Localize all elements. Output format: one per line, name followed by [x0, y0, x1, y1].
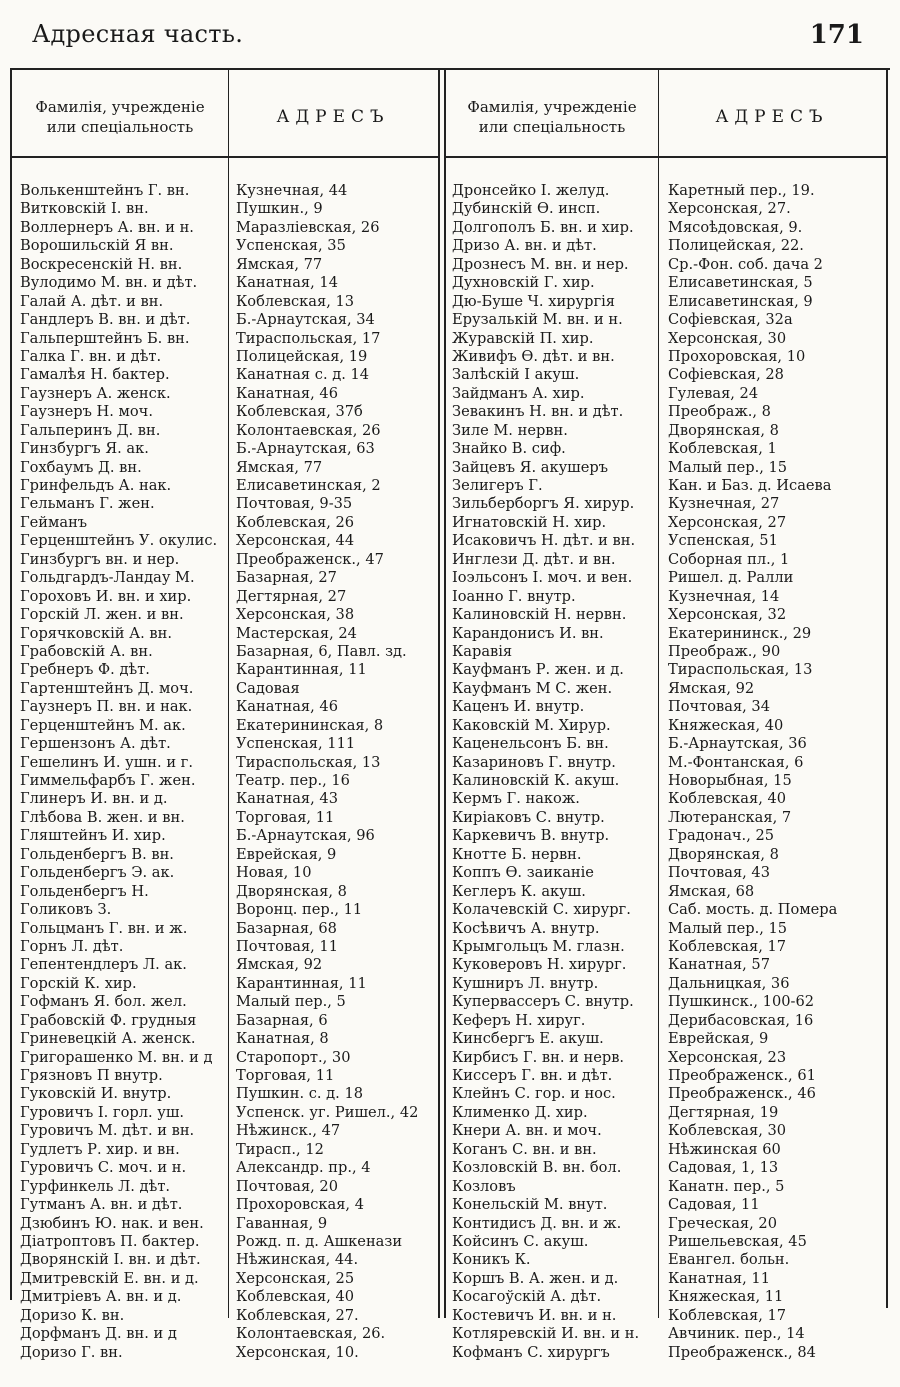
- entry-address: Дальницкая, 36: [668, 974, 790, 992]
- entry-name: Киріаковъ С. внутр.: [452, 808, 605, 826]
- entry-name: Доризо Г. вн.: [20, 1343, 123, 1361]
- entry-address: М.-Фонтанская, 6: [668, 753, 804, 771]
- entry-address: Карантинная, 11: [236, 974, 367, 992]
- entry-name: Кеферъ Н. хируг.: [452, 1011, 586, 1029]
- entry-name: Гаузнеръ Н. моч.: [20, 403, 153, 421]
- entry-address: Мастерская, 24: [236, 624, 357, 642]
- entry-name: Журавскій П. хир.: [452, 329, 594, 347]
- entry-address: Ришельевская, 45: [668, 1232, 807, 1250]
- entry-name: Каценъ И. внутр.: [452, 698, 585, 716]
- entry-address: Ямская, 68: [668, 882, 755, 900]
- entry-address: Елисаветинская, 2: [236, 477, 381, 494]
- entry-address: Херсонская, 23: [668, 1048, 787, 1066]
- entry-name: Кеглеръ К. акуш.: [452, 882, 586, 900]
- entry-name: Гершензонъ А. дѣт.: [20, 735, 171, 753]
- entry-name: Дубинскій Ѳ. инсп.: [452, 200, 601, 218]
- entry-name: Кауфманъ Р. жен. и д.: [452, 661, 624, 679]
- entry-address: Почтовая, 11: [236, 937, 338, 955]
- entry-address: Малый пер., 15: [668, 919, 788, 937]
- entry-name: Гуровичъ М. дѣт. и вн.: [20, 1122, 195, 1140]
- entry-name: Воскресенскій Н. вн.: [20, 255, 183, 273]
- entry-address: Екатерининская, 8: [236, 716, 384, 734]
- entry-name: Гинзбургъ вн. и нер.: [20, 550, 180, 568]
- right-address-heading: АДРЕСЪ: [715, 107, 829, 127]
- entry-address: Преображенск., 61: [668, 1067, 816, 1084]
- entry-name: Ерузалькій М. вн. и н.: [452, 311, 623, 329]
- entry-address: Лютеранская, 7: [668, 808, 792, 826]
- entry-address: Колонтаевская, 26.: [236, 1325, 386, 1343]
- entry-address: Полицейская, 19: [236, 347, 368, 365]
- entry-name: Гиммельфарбъ Г. жен.: [20, 772, 196, 789]
- entry-name: Конельскій М. внут.: [452, 1196, 608, 1214]
- right-addresses-column: [668, 182, 878, 1362]
- entry-address: Гулевая, 24: [668, 384, 759, 402]
- entry-address: Торговая, 11: [236, 808, 335, 826]
- entry-address: Херсонская, 38: [236, 606, 355, 624]
- entry-name: Коппъ Ѳ. заиканіе: [452, 864, 594, 882]
- entry-address: Авчиник. пер., 14: [668, 1325, 805, 1343]
- entry-address: Гаванная, 9: [236, 1214, 328, 1232]
- entry-address: Почтовая, 9-35: [236, 495, 353, 513]
- entry-name: Гутманъ А. вн. и дѣт.: [20, 1196, 183, 1214]
- entry-name: Гуровичъ С. моч. и н.: [20, 1159, 187, 1177]
- entry-address: Софіевская, 32а: [668, 311, 793, 329]
- entry-name: Галка Г. вн. и дѣт.: [20, 347, 162, 365]
- entry-name: Горскій Л. жен. и вн.: [20, 606, 184, 624]
- entry-name: Гудлетъ Р. хир. и вн.: [20, 1140, 180, 1158]
- entry-address: Успенская, 111: [236, 735, 356, 753]
- entry-name: Гепентендлеръ Л. ак.: [20, 956, 187, 974]
- entry-address: Елисаветинская, 9: [668, 292, 813, 310]
- entry-address: Б.-Арнаутская, 36: [668, 735, 807, 753]
- entry-address: Полицейская, 22.: [668, 237, 804, 255]
- page-number: 171: [809, 20, 864, 50]
- entry-name: Глинеръ И. вн. и д.: [20, 790, 168, 808]
- entry-name: Игнатовскій Н. хир.: [452, 513, 607, 531]
- entry-address: Новорыбная, 15: [668, 772, 792, 789]
- entry-address: Новая, 10: [236, 864, 312, 882]
- entry-address: Ямская, 92: [668, 679, 755, 697]
- entry-name: Герценштейнъ М. ак.: [20, 716, 186, 734]
- entry-address: Успенская, 51: [668, 532, 778, 550]
- entry-name: Гаузнеръ П. вн. и нак.: [20, 698, 193, 716]
- entry-name: Гаузнеръ А. женск.: [20, 384, 171, 402]
- entry-address: Преображенск., 47: [236, 550, 384, 568]
- entry-address: Пушкин., 9: [236, 200, 323, 218]
- entry-name: Гриневецкій А. женск.: [20, 1030, 196, 1048]
- entry-name: Инглези Д. дѣт. и вн.: [452, 550, 616, 568]
- entry-name: Котляревскій И. вн. и н.: [452, 1325, 640, 1343]
- entry-name: Кирбисъ Г. вн. и нерв.: [452, 1048, 625, 1066]
- entry-name: Гейманъ: [20, 513, 88, 531]
- entry-name: Іоэльсонъ I. моч. и вен.: [452, 569, 633, 587]
- entry-name: Карандонисъ И. вн.: [452, 624, 604, 642]
- entry-name: Коникъ К.: [452, 1251, 531, 1269]
- entry-address: Театр. пер., 16: [236, 772, 350, 789]
- left-addresses-column: [236, 182, 442, 1362]
- entry-name: Коганъ С. вн. и вн.: [452, 1140, 597, 1158]
- entry-address: Ришел. д. Ралли: [668, 569, 794, 587]
- entry-name: Дмитріевъ А. вн. и д.: [20, 1288, 182, 1306]
- entry-address: Ямская, 92: [236, 956, 323, 974]
- right-names-column: [452, 182, 664, 1362]
- entry-address: Б.-Арнаутская, 34: [236, 311, 375, 329]
- entry-name: Каковскій М. Хирур.: [452, 716, 611, 734]
- entry-name: Коршъ В. А. жен. и д.: [452, 1269, 619, 1287]
- entry-name: Галай А. дѣт. и вн.: [20, 292, 164, 310]
- entry-name: Горнъ Л. дѣт.: [20, 937, 124, 955]
- entry-address: Базарная, 68: [236, 919, 337, 937]
- page-header: [0, 0, 900, 60]
- entry-name: Ворошильскій Я вн.: [20, 237, 174, 255]
- entry-address: Канатная, 46: [236, 384, 338, 402]
- entry-address: Рожд. п. д. Ашкенази: [236, 1232, 403, 1250]
- entry-name: Іоанно Г. внутр.: [452, 587, 576, 605]
- entry-name: Діатроптовъ П. бактер.: [20, 1232, 200, 1250]
- entry-address: Дегтярная, 19: [668, 1103, 779, 1121]
- entry-name: Грабовскій Ф. грудныя: [20, 1011, 197, 1029]
- entry-name: Колачевскій С. хирург.: [452, 901, 631, 919]
- entry-address: Прохоровская, 10: [668, 347, 806, 365]
- entry-address: Херсонская, 27: [668, 513, 787, 531]
- entry-name: Кауфманъ М С. жен.: [452, 679, 613, 697]
- entry-name: Гольденбергъ Н.: [20, 882, 149, 900]
- entry-name: Клейнъ С. гор. и нос.: [452, 1085, 616, 1103]
- entry-name: Гольцманъ Г. вн. и ж.: [20, 919, 188, 937]
- entry-address: Успенск. уг. Ришел., 42: [236, 1103, 419, 1121]
- entry-name: Зелигеръ Г.: [452, 477, 543, 494]
- header-bottom-rule-left: [10, 156, 438, 158]
- entry-name: Кермъ Г. накож.: [452, 790, 580, 808]
- entry-address: Евангел. больн.: [668, 1251, 790, 1269]
- entry-name: Калиновскій К. акуш.: [452, 772, 620, 789]
- entry-address: Садовая: [236, 679, 300, 697]
- entry-address: Коблевская, 17: [668, 937, 787, 955]
- entry-address: Саб. мость. д. Помера: [668, 901, 838, 919]
- entry-address: Коблевская, 13: [236, 292, 355, 310]
- entry-address: Коблевская, 17: [668, 1306, 787, 1324]
- entry-address: Б.-Арнаутская, 63: [236, 440, 375, 458]
- entry-name: Гребнеръ Ф. дѣт.: [20, 661, 150, 679]
- entry-address: Ср.-Фон. соб. дача 2: [668, 255, 823, 273]
- entry-address: Нѣжинская 60: [668, 1140, 781, 1158]
- entry-address: Канатная, 43: [236, 790, 338, 808]
- entry-address: Колонтаевская, 26: [236, 421, 381, 439]
- entry-name: Гохбаумъ Д. вн.: [20, 458, 142, 476]
- center-double-rule-b: [444, 68, 446, 1318]
- entry-address: Дегтярная, 27: [236, 587, 347, 605]
- entry-name: Герценштейнъ У. окулис.: [20, 532, 218, 550]
- entry-address: Коблевская, 37б: [236, 403, 363, 421]
- entry-address: Преображ., 90: [668, 642, 781, 660]
- entry-address: Каретный пер., 19.: [668, 182, 815, 199]
- entry-address: Тираспольская, 13: [236, 753, 381, 771]
- entry-address: Успенская, 35: [236, 237, 346, 255]
- entry-address: Б.-Арнаутская, 96: [236, 827, 375, 845]
- entry-address: Садовая, 11: [668, 1196, 760, 1214]
- entry-address: Базарная, 6, Павл. зд.: [236, 642, 407, 660]
- entry-name: Горячковскій А. вн.: [20, 624, 173, 642]
- entry-address: Мясоѣдовская, 9.: [668, 218, 803, 236]
- entry-address: Херсонская, 27.: [668, 200, 791, 218]
- entry-name: Кнери А. вн. и моч.: [452, 1122, 602, 1140]
- entry-address: Херсонская, 10.: [236, 1343, 359, 1361]
- entry-address: Малый пер., 15: [668, 458, 788, 476]
- entry-address: Садовая, 1, 13: [668, 1159, 779, 1177]
- entry-name: Каравія: [452, 642, 513, 660]
- entry-address: Преображенск., 84: [668, 1343, 816, 1361]
- entry-address: Княжеская, 40: [668, 716, 784, 734]
- entry-address: Воронц. пер., 11: [236, 901, 363, 919]
- entry-name: Григорашенко М. вн. и д: [20, 1048, 213, 1066]
- entry-name: Крымгольцъ М. глазн.: [452, 937, 625, 955]
- left-address-heading: АДРЕСЪ: [276, 107, 390, 127]
- entry-address: Базарная, 27: [236, 569, 337, 587]
- entry-name: Гурфинкель Л. дѣт.: [20, 1177, 171, 1195]
- entry-name: Грязновъ П внутр.: [20, 1067, 163, 1084]
- entry-address: Ямская, 77: [236, 255, 323, 273]
- entry-address: Тирасп., 12: [236, 1140, 324, 1158]
- entry-address: Почтовая, 20: [236, 1177, 338, 1195]
- entry-address: Соборная пл., 1: [668, 550, 790, 568]
- entry-address: Коблевская, 1: [668, 440, 777, 458]
- entry-name: Гальперинъ Д. вн.: [20, 421, 161, 439]
- entry-address: Преображенск., 46: [668, 1085, 816, 1103]
- entry-address: Дерибасовская, 16: [668, 1011, 814, 1029]
- entry-address: Нѣжинск., 47: [236, 1122, 341, 1140]
- entry-address: Преображ., 8: [668, 403, 771, 421]
- entry-name: Косагоўскій А. дѣт.: [452, 1288, 602, 1306]
- entry-name: Гольденбергъ В. вн.: [20, 845, 174, 863]
- entry-address: Прохоровская, 4: [236, 1196, 364, 1214]
- entry-address: Торговая, 11: [236, 1067, 335, 1084]
- entry-name: Гороховъ И. вн. и хир.: [20, 587, 192, 605]
- entry-address: Коблевская, 40: [236, 1288, 355, 1306]
- entry-name: Дрознесъ М. вн. и нер.: [452, 255, 629, 273]
- entry-address: Пушкинск., 100-62: [668, 993, 815, 1011]
- entry-address: Елисаветинская, 5: [668, 274, 813, 292]
- entry-name: Кинсбергъ Е. акуш.: [452, 1030, 604, 1048]
- entry-name: Гандлеръ В. вн. и дѣт.: [20, 311, 191, 329]
- entry-name: Куковеровъ Н. хирург.: [452, 956, 627, 974]
- entry-address: Канатная, 14: [236, 274, 338, 292]
- left-outer-rule: [10, 68, 12, 1300]
- entry-name: Гофманъ Я. бол. жел.: [20, 993, 187, 1011]
- entry-name: Клименко Д. хир.: [452, 1103, 588, 1121]
- entry-address: Херсонская, 30: [668, 329, 787, 347]
- entry-address: Ямская, 77: [236, 458, 323, 476]
- entry-name: Костевичъ И. вн. и н.: [452, 1306, 617, 1324]
- entry-name: Зиле М. нервн.: [452, 421, 568, 439]
- entry-address: Еврейская, 9: [236, 845, 337, 863]
- entry-name: Гуровичъ I. горл. уш.: [20, 1103, 185, 1121]
- entry-address: Почтовая, 34: [668, 698, 770, 716]
- entry-address: Греческая, 20: [668, 1214, 777, 1232]
- entry-name: Купервассеръ С. внутр.: [452, 993, 634, 1011]
- entry-address: Тираспольская, 13: [668, 661, 813, 679]
- entry-address: Херсонская, 44: [236, 532, 355, 550]
- entry-address: Канатная, 57: [668, 956, 770, 974]
- entry-name: Гартенштейнъ Д. моч.: [20, 679, 194, 697]
- entry-name: Зильберборгъ Я. хирур.: [452, 495, 635, 513]
- entry-name: Горскій К. хир.: [20, 974, 137, 992]
- right-name-heading: Фамилія, учрежденіе или спеціальность: [467, 98, 637, 136]
- entry-address: Канатная, 8: [236, 1030, 329, 1048]
- left-names-column: [20, 182, 230, 1362]
- entry-address: Княжеская, 11: [668, 1288, 784, 1306]
- entry-name: Духновскій Г. хир.: [452, 274, 595, 292]
- entry-address: Кузнечная, 14: [668, 587, 780, 605]
- entry-address: Градонач., 25: [668, 827, 775, 845]
- entry-name: Кофманъ С. хирургъ: [452, 1343, 610, 1361]
- entry-name: Гринфельдъ А. нак.: [20, 477, 172, 494]
- entry-name: Кнотте Б. нервн.: [452, 845, 582, 863]
- entry-address: Малый пер., 5: [236, 993, 346, 1011]
- entry-address: Маразліевская, 26: [236, 218, 380, 236]
- entry-address: Дворянская, 8: [236, 882, 347, 900]
- entry-name: Дорфманъ Д. вн. и д: [20, 1325, 177, 1343]
- entry-address: Канатн. пер., 5: [668, 1177, 785, 1195]
- entry-name: Грабовскій А. вн.: [20, 642, 153, 660]
- entry-name: Живифъ Ѳ. дѣт. и вн.: [452, 347, 615, 365]
- entry-name: Голиковъ З.: [20, 901, 112, 919]
- entry-name: Глѣбова В. жен. и вн.: [20, 808, 185, 826]
- entry-name: Каценельсонъ Б. вн.: [452, 735, 609, 753]
- entry-name: Киссеръ Г. вн. и дѣт.: [452, 1067, 613, 1084]
- entry-name: Каркевичъ В. внутр.: [452, 827, 610, 845]
- entry-address: Коблевская, 27.: [236, 1306, 359, 1324]
- entry-name: Косѣвичъ А. внутр.: [452, 919, 600, 937]
- entry-name: Кушниръ Л. внутр.: [452, 974, 599, 992]
- entry-name: Гинзбургъ Я. ак.: [20, 440, 149, 458]
- entry-address: Канатная, 11: [668, 1269, 770, 1287]
- entry-name: Дворянскій I. вн. и дѣт.: [20, 1251, 201, 1269]
- entry-address: Нѣжинская, 44.: [236, 1251, 359, 1269]
- entry-name: Гешелинъ И. ушн. и г.: [20, 753, 193, 771]
- entry-address: Херсонская, 32: [668, 606, 787, 624]
- entry-name: Волькенштейнъ Г. вн.: [20, 182, 190, 199]
- entry-name: Казариновъ Г. внутр.: [452, 753, 616, 771]
- entry-address: Дворянская, 8: [668, 845, 779, 863]
- entry-name: Гальперштейнъ Б. вн.: [20, 329, 190, 347]
- entry-address: Карантинная, 11: [236, 661, 367, 679]
- entry-address: Екатерининск., 29: [668, 624, 812, 642]
- entry-address: Дворянская, 8: [668, 421, 779, 439]
- entry-address: Кан. и Баз. д. Исаева: [668, 477, 832, 494]
- entry-name: Исаковичъ Н. дѣт. и вн.: [452, 532, 636, 550]
- entry-address: Пушкин. с. д. 18: [236, 1085, 364, 1103]
- entry-name: Дю-Буше Ч. хирургія: [452, 292, 615, 310]
- entry-address: Старопорт., 30: [236, 1048, 351, 1066]
- entry-name: Знайко В. сиф.: [452, 440, 566, 458]
- entry-address: Софіевская, 28: [668, 366, 784, 384]
- left-name-heading: Фамилія, учрежденіе или спеціальность: [35, 98, 205, 136]
- entry-name: Койсинъ С. акуш.: [452, 1232, 589, 1250]
- entry-address: Почтовая, 43: [668, 864, 770, 882]
- entry-address: Коблевская, 30: [668, 1122, 787, 1140]
- entry-name: Долгополъ Б. вн. и хир.: [452, 218, 634, 236]
- entry-address: Базарная, 6: [236, 1011, 328, 1029]
- header-bottom-rule-right: [446, 156, 886, 158]
- table-top-rule: [10, 68, 890, 70]
- entry-name: Гельманъ Г. жен.: [20, 495, 155, 513]
- entry-name: Зайдманъ А. хир.: [452, 384, 585, 402]
- entry-name: Дзюбинъ Ю. нак. и вен.: [20, 1214, 204, 1232]
- entry-name: Дризо А. вн. и дѣт.: [452, 237, 597, 255]
- entry-name: Гольденбергъ Э. ак.: [20, 864, 175, 882]
- entry-address: Еврейская, 9: [668, 1030, 769, 1048]
- entry-name: Зайцевъ Я. акушеръ: [452, 458, 608, 476]
- right-outer-rule: [886, 68, 888, 1308]
- entry-name: Дмитревскій Е. вн. и д.: [20, 1269, 199, 1287]
- entry-name: Козловскій В. вн. бол.: [452, 1159, 622, 1177]
- entry-name: Залѣскій I акуш.: [452, 366, 580, 384]
- section-title: Адресная часть.: [32, 20, 244, 48]
- entry-name: Доризо К. вн.: [20, 1306, 125, 1324]
- entry-name: Гляштейнъ И. хир.: [20, 827, 166, 845]
- entry-address: Коблевская, 26: [236, 513, 355, 531]
- entry-name: Гамалѣя Н. бактер.: [20, 366, 170, 384]
- entry-name: Витковскій I. вн.: [20, 200, 149, 218]
- entry-address: Александр. пр., 4: [236, 1159, 371, 1177]
- entry-address: Херсонская, 25: [236, 1269, 355, 1287]
- entry-address: Канатная с. д. 14: [236, 366, 370, 384]
- entry-name: Воллернеръ А. вн. и н.: [20, 218, 194, 236]
- entry-name: Козловъ: [452, 1177, 516, 1195]
- entry-name: Калиновскій Н. нервн.: [452, 606, 627, 624]
- entry-address: Коблевская, 40: [668, 790, 787, 808]
- entry-name: Гуковскій И. внутр.: [20, 1085, 172, 1103]
- entry-name: Зевакинъ Н. вн. и дѣт.: [452, 403, 624, 421]
- entry-name: Контидисъ Д. вн. и ж.: [452, 1214, 622, 1232]
- entry-address: Канатная, 46: [236, 698, 338, 716]
- entry-name: Гольдгардъ-Ландау М.: [20, 569, 195, 587]
- entry-address: Кузнечная, 27: [668, 495, 780, 513]
- entry-address: Кузнечная, 44: [236, 182, 348, 199]
- entry-name: Дронсейко I. желуд.: [452, 182, 610, 199]
- entry-name: Вулодимо М. вн. и дѣт.: [20, 274, 198, 292]
- entry-address: Тираспольская, 17: [236, 329, 381, 347]
